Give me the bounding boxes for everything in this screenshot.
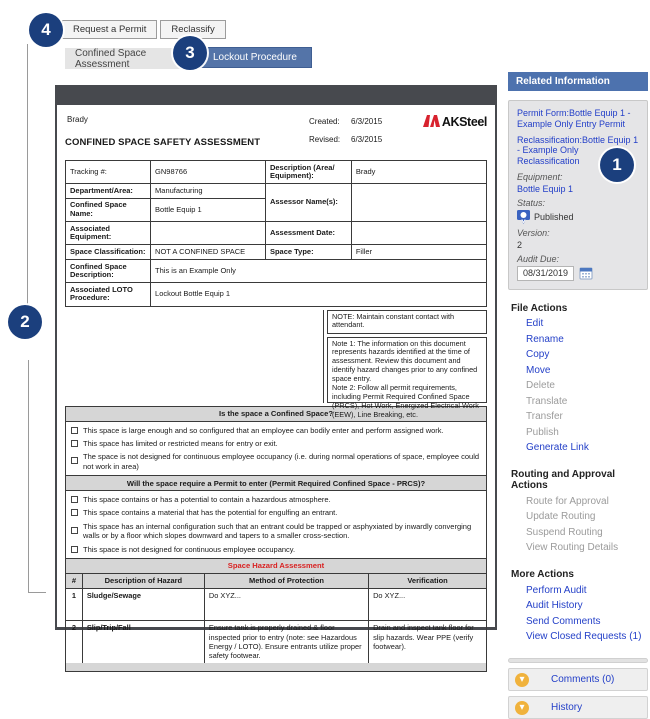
action-route-for-approval: Route for Approval — [526, 495, 609, 507]
checklist-item — [66, 493, 486, 506]
callout-1: 1 — [600, 148, 634, 182]
permit-form-value: Bottle Equip 1 - Example Only Entry Permit — [517, 108, 631, 129]
tracking-label: Tracking #: — [66, 161, 151, 184]
revised-date: 6/3/2015 — [351, 135, 383, 144]
action-audit-history[interactable]: Audit History — [526, 600, 583, 612]
file-actions-title: File Actions — [511, 302, 568, 314]
checkbox[interactable] — [71, 546, 78, 553]
checkbox[interactable] — [71, 457, 78, 464]
toolbar — [62, 20, 226, 39]
space-description-label: Confined Space Description: — [66, 260, 151, 283]
chevron-down-icon: ▾ — [515, 701, 529, 715]
status-value: Published — [534, 211, 574, 222]
checklist-item-label: This space contains a material that has the potential for engulfing an entrant. — [83, 508, 338, 518]
hazard-col-num: # — [66, 573, 83, 588]
action-suspend-routing: Suspend Routing — [526, 526, 603, 538]
created-date: 6/3/2015 — [351, 117, 383, 126]
hazard-description: Slip/Trip/Fall — [82, 620, 204, 663]
hazard-description: Sludge/Sewage — [82, 588, 204, 620]
space-type-label: Space Type: — [265, 245, 351, 260]
clipped-next-section-header — [65, 663, 487, 672]
checkbox[interactable] — [71, 509, 78, 516]
callout-connector-line-top — [27, 44, 28, 306]
checklist-item-label: The space is not designed for continuous employee occupancy (i.e. during normal operations of space, employee could not work in area) — [83, 452, 480, 471]
request-permit-button[interactable]: Request a Permit — [62, 20, 157, 39]
associated-equipment-label: Associated Equipment: — [66, 222, 151, 245]
document-author: Brady — [67, 115, 88, 124]
checkbox[interactable] — [71, 440, 78, 447]
hazard-verification: Do XYZ... — [369, 588, 487, 620]
chevron-down-icon: ▾ — [515, 673, 529, 687]
action-transfer: Transfer — [526, 411, 563, 423]
more-actions-section — [508, 567, 648, 645]
permit-form-link[interactable] — [517, 108, 639, 130]
audit-due-date-field[interactable]: 08/31/2019 — [517, 266, 574, 281]
section-permit-required-header: Will the space require a Permit to enter (Permit Required Confined Space - PRCS)? — [65, 475, 487, 491]
action-send-comments[interactable]: Send Comments — [526, 615, 601, 627]
space-name-value: Bottle Equip 1 — [151, 198, 266, 221]
document-page — [57, 105, 495, 661]
tab-confined-space-assessment[interactable]: Confined Space Assessment — [65, 48, 198, 69]
space-classification-value: NOT A CONFINED SPACE — [151, 245, 266, 260]
checklist-item — [66, 437, 486, 450]
action-translate: Translate — [526, 395, 568, 407]
action-publish: Publish — [526, 426, 559, 438]
hazard-method: Ensure tank is properly drained & floor inspected prior to entry (note: see Hazardous Energy / LOTO). Ensure entrants utilize proper safety footwear. — [204, 620, 368, 663]
hazard-verification: Drain and inspect tank floor for slip hazards. Wear PPE (verify footwear). — [369, 620, 487, 663]
calendar-icon[interactable] — [579, 267, 593, 280]
hazard-row — [66, 620, 487, 663]
checklist-item — [66, 543, 486, 556]
tracking-value: GN98766 — [151, 161, 266, 184]
action-perform-audit[interactable]: Perform Audit — [526, 584, 587, 596]
space-type-value: Filler — [351, 245, 486, 260]
related-information-panel — [508, 100, 648, 290]
action-delete: Delete — [526, 380, 555, 392]
callout-2-bracket-line — [28, 360, 46, 593]
sidebar-divider — [508, 658, 648, 663]
assessment-info-table — [65, 160, 487, 307]
routing-actions-section — [508, 467, 648, 556]
hazard-method: Do XYZ... — [204, 588, 368, 620]
assessment-date-label: Assessment Date: — [265, 222, 351, 245]
action-view-closed-requests[interactable]: View Closed Requests (1) — [526, 631, 642, 643]
notes-divider-line — [323, 310, 324, 403]
checklist-item — [66, 520, 486, 543]
assessor-label: Assessor Name(s): — [265, 184, 351, 222]
checklist-item-label: This space has an internal configuration such that an entrant could be trapped or asphyxiated by inwardly converging walls or by a floor which slopes downward and tapers to a smaller cross-section. — [83, 521, 472, 541]
callout-4: 4 — [29, 13, 63, 47]
action-update-routing: Update Routing — [526, 511, 596, 523]
aksteel-logo-text: AKSteel — [441, 115, 487, 129]
status-label: Status: — [517, 197, 546, 208]
document-title: CONFINED SPACE SAFETY ASSESSMENT — [65, 137, 261, 148]
reclassification-label: Reclassification: — [517, 134, 583, 145]
assessor-value — [351, 184, 486, 222]
loto-procedure-value: Lockout Bottle Equip 1 — [151, 283, 487, 306]
version-value: 2 — [517, 239, 523, 250]
related-information-header: Related Information — [508, 72, 648, 91]
audit-due-label: Audit Due: — [517, 253, 560, 264]
equipment-label: Equipment: — [517, 171, 563, 182]
permit-form-label: Permit Form: — [517, 108, 570, 118]
checklist-item-label: This space has limited or restricted means for entry or exit. — [83, 438, 278, 448]
action-rename[interactable]: Rename — [526, 333, 564, 345]
department-value: Manufacturing — [151, 184, 266, 199]
assessment-date-value — [351, 222, 486, 245]
created-label: Created: — [309, 117, 340, 126]
callout-2: 2 — [8, 305, 42, 339]
reclassify-button[interactable]: Reclassify — [160, 20, 225, 39]
tab-lockout-procedure[interactable]: Lockout Procedure — [198, 47, 312, 68]
history-accordion[interactable] — [508, 696, 648, 719]
audit-due-row — [517, 266, 639, 281]
space-name-label: Confined Space Name: — [66, 198, 151, 221]
checkbox[interactable] — [71, 427, 78, 434]
comments-accordion[interactable] — [508, 668, 648, 691]
associated-equipment-value — [151, 222, 266, 245]
note-1-2 — [327, 337, 487, 419]
version-label: Version: — [517, 227, 550, 238]
section-confined-space-checklist — [65, 422, 487, 477]
checklist-item-label: This space contains or has a potential to contain a hazardous atmosphere. — [83, 495, 331, 504]
checkbox[interactable] — [71, 496, 78, 503]
hazard-col-description: Description of Hazard — [82, 573, 204, 588]
checklist-item — [66, 506, 486, 519]
revised-label: Revised: — [309, 135, 341, 144]
hazard-table — [65, 573, 487, 664]
aksteel-logo-mark — [423, 115, 440, 127]
equipment-link[interactable]: Bottle Equip 1 — [517, 183, 574, 194]
hazard-row — [66, 588, 487, 620]
document-header — [65, 111, 487, 153]
action-move[interactable]: Move — [526, 364, 551, 376]
hazard-col-method: Method of Protection — [204, 573, 368, 588]
section-permit-required-checklist — [65, 491, 487, 559]
space-hazard-assessment-header: Space Hazard Assessment — [65, 558, 487, 574]
status-row — [517, 210, 639, 224]
description-value: Brady — [351, 161, 486, 184]
checkbox[interactable] — [71, 527, 78, 534]
note-2: Note 2: Follow all permit requirements, including Permit Required Confined Space (PRCS), Hot Work, Energized Electrical Work (EEW), Line Breaking, etc. — [332, 382, 479, 419]
section-confined-space-header: Is the space a Confined Space? — [65, 406, 487, 422]
routing-actions-title: Routing and Approval Actions — [511, 469, 616, 492]
comments-accordion-label: Comments (0) — [551, 674, 615, 686]
checklist-item — [66, 424, 486, 437]
checklist-item-label: This space is large enough and so configured that an employee can bodily enter and perform assigned work. — [83, 425, 444, 435]
action-edit[interactable]: Edit — [526, 318, 544, 330]
checklist-item — [66, 450, 486, 473]
description-label: Description (Area/ Equipment): — [265, 161, 351, 184]
space-classification-label: Space Classification: — [66, 245, 151, 260]
note-attendant: NOTE: Maintain constant contact with attendant. — [327, 310, 487, 334]
space-description-value: This is an Example Only — [151, 260, 487, 283]
hazard-num: 1 — [66, 588, 83, 620]
action-copy[interactable]: Copy — [526, 349, 550, 361]
aksteel-logo — [409, 115, 487, 153]
file-actions-section — [508, 301, 648, 457]
hazard-num: 2 — [66, 620, 83, 663]
loto-procedure-label: Associated LOTO Procedure: — [66, 283, 151, 306]
note-1: Note 1: The information on this document represents hazards identified at the time of assessment. Review this document and identify hazard changes prior to any confined space entry. — [332, 338, 478, 384]
published-ribbon-icon — [517, 210, 530, 224]
checklist-item-label: This space is not designed for continuous employee occupancy. — [83, 544, 296, 554]
callout-3: 3 — [173, 36, 207, 70]
reclassification-value: Bottle Equip 1 - Example Only Reclassification — [517, 134, 639, 167]
document-viewer-frame — [55, 85, 497, 661]
history-accordion-label: History — [551, 702, 583, 714]
action-generate-link[interactable]: Generate Link — [526, 442, 589, 454]
hazard-col-verification: Verification — [369, 573, 487, 588]
department-label: Department/Area: — [66, 184, 151, 199]
more-actions-title: More Actions — [511, 569, 574, 581]
action-view-routing-details: View Routing Details — [526, 542, 619, 554]
